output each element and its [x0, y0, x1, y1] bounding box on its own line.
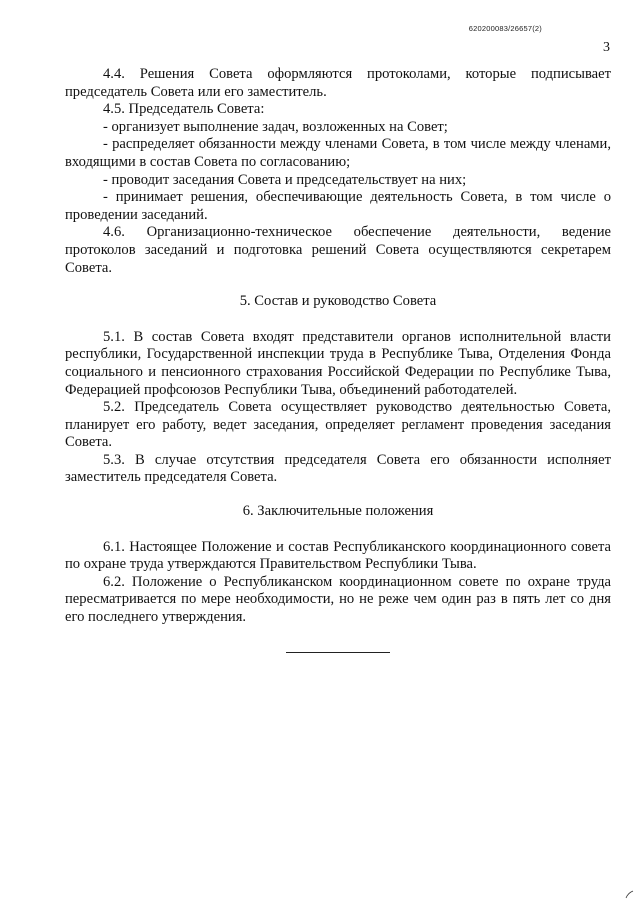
scan-mark-icon [624, 889, 634, 899]
section-5-title: 5. Состав и руководство Совета [239, 293, 437, 310]
list-item: - распределяет обязанности между членами Совета, в том числе между членами, входящими в состав Совета по согласованию; [65, 136, 611, 170]
list-item: - проводит заседания Совета и председательствует на них; [103, 171, 467, 188]
document-body [65, 66, 611, 627]
paragraph-6-1: 6.1. Настоящее Положение и состав Республиканского координационного совета по охране труда утверждаются Правительством Республики Тыва. [65, 538, 611, 573]
list-item: - организует выполнение задач, возложенных на Совет; [103, 118, 448, 135]
paragraph-5-3: 5.3. В случае отсутствия председателя Совета его обязанности исполняет заместитель председателя Совета. [65, 451, 611, 486]
list-item: - принимает решения, обеспечивающие деятельность Совета, в том числе о проведении заседаний. [65, 189, 611, 223]
paragraph-5-2: 5.2. Председатель Совета осуществляет руководство деятельностью Совета, планирует его работу, ведет заседания, определяет регламент проведения заседания Совета. [65, 399, 611, 451]
closing-divider [286, 652, 390, 653]
paragraph-5-1: 5.1. В состав Совета входят представители органов исполнительной власти республики, Государственной инспекции труда в Республике Тыва, Отделения Фонда социального и пенсионного страхования Российской Федерации по Республике Тыва, Федерацией профсоюзов Республики Тыва, объединений работодателей. [65, 328, 611, 398]
paragraph-4-4: 4.4. Решения Совета оформляются протоколами, которые подписывает председатель Совета или его заместитель. [65, 66, 611, 100]
page-number: 3 [603, 40, 610, 55]
section-6-title: 6. Заключительные положения [242, 503, 434, 520]
paragraph-4-5: 4.5. Председатель Совета: [103, 101, 265, 118]
document-id: 620200083/26657(2) [468, 24, 542, 33]
paragraph-4-6: 4.6. Организационно-техническое обеспечение деятельности, ведение протоколов заседаний и подготовка решений Совета осуществляются секретарем Совета. [65, 224, 611, 276]
paragraph-6-2: 6.2. Положение о Республиканском координационном совете по охране труда пересматривается по мере необходимости, но не реже чем один раз в пять лет со дня его последнего утверждения. [65, 573, 611, 626]
